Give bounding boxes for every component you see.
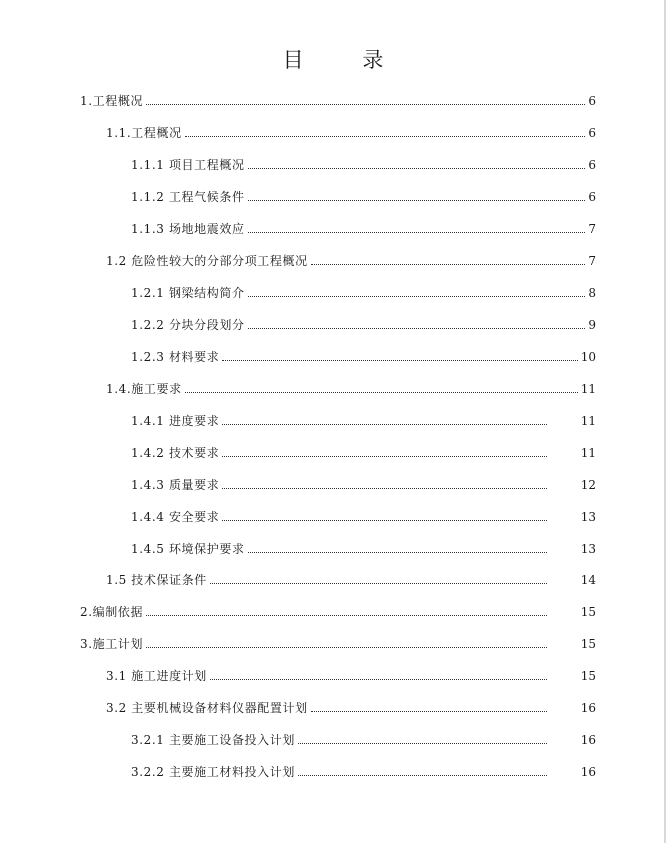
toc-page-number: 13 [580,542,596,556]
toc-entry[interactable] [106,667,596,683]
toc-dot-leader [311,264,586,265]
toc-entry[interactable] [80,92,596,108]
toc-dot-leader [146,647,547,648]
toc-entry-label: 1.4.2 技术要求 [131,446,220,460]
toc-page-number: 11 [580,414,596,428]
toc-entry[interactable] [80,635,596,651]
toc-page-number: 16 [580,701,596,715]
toc-page-number: 8 [588,286,596,300]
toc-dot-leader [222,424,547,425]
toc-dot-leader [311,711,547,712]
toc-dot-leader [210,583,547,584]
toc-entry[interactable] [106,571,596,587]
toc-entry-label: 1.工程概况 [80,94,144,108]
toc-dot-leader [146,104,585,105]
toc-entry-label: 1.5 技术保证条件 [106,573,207,587]
toc-dot-leader [248,168,586,169]
toc-page-number: 12 [580,478,596,492]
toc-entry[interactable] [106,124,596,140]
toc-page-number: 15 [580,605,596,619]
toc-dot-leader [248,200,586,201]
toc-dot-leader [222,456,547,457]
toc-entry-label: 1.1.2 工程气候条件 [131,190,245,204]
toc-page-number: 15 [580,637,596,651]
toc-page-number: 7 [588,222,596,236]
toc-entry[interactable] [131,348,596,364]
toc-page-number: 11 [580,446,596,460]
toc-entry-label: 1.4.施工要求 [106,382,182,396]
toc-entry-label: 1.2.3 材料要求 [131,350,220,364]
toc-entry-label: 1.4.5 环境保护要求 [131,542,245,556]
toc-entry-label: 2.编制依据 [80,605,144,619]
toc-dot-leader [298,743,547,744]
toc-title: 目 录 [282,48,410,72]
toc-entry-label: 1.2 危险性较大的分部分项工程概况 [106,254,308,268]
toc-entry[interactable] [131,508,596,524]
toc-dot-leader [248,328,586,329]
toc-entry[interactable] [106,252,596,268]
toc-entry-label: 3.1 施工进度计划 [106,669,207,683]
toc-dot-leader [222,360,577,361]
toc-dot-leader [222,520,547,521]
toc-dot-leader [248,296,586,297]
toc-entry-label: 3.2.2 主要施工材料投入计划 [131,765,295,779]
toc-page-number: 10 [580,350,596,364]
toc-page-number: 11 [580,382,596,396]
toc-entry[interactable] [131,763,596,779]
toc-entry-label: 1.2.1 钢梁结构简介 [131,286,245,300]
toc-page-number: 9 [588,318,596,332]
toc-entry[interactable] [131,412,596,428]
toc-page-number: 16 [580,765,596,779]
toc-entry-label: 1.2.2 分块分段划分 [131,318,245,332]
toc-dot-leader [222,488,547,489]
toc-entry[interactable] [131,284,596,300]
toc-entry[interactable] [131,540,596,556]
toc-page-number: 13 [580,510,596,524]
toc-entry-label: 1.1.1 项目工程概况 [131,158,245,172]
toc-entry[interactable] [131,731,596,747]
toc-page-number: 6 [588,158,596,172]
toc-page-number: 6 [588,126,596,140]
toc-dot-leader [185,136,586,137]
toc-dot-leader [185,392,578,393]
toc-entry-label: 1.4.3 质量要求 [131,478,220,492]
toc-entry[interactable] [106,699,596,715]
toc-entry[interactable] [131,476,596,492]
toc-page-number: 6 [588,190,596,204]
toc-entry-label: 3.2.1 主要施工设备投入计划 [131,733,295,747]
toc-entry-label: 1.4.1 进度要求 [131,414,220,428]
toc-page-number: 7 [588,254,596,268]
toc-entry-label: 1.4.4 安全要求 [131,510,220,524]
toc-page-number: 14 [580,573,596,587]
toc-dot-leader [298,775,547,776]
toc-entry[interactable] [131,444,596,460]
toc-entry[interactable] [80,603,596,619]
toc-entry-label: 3.2 主要机械设备材料仪器配置计划 [106,701,308,715]
toc-dot-leader [146,615,547,616]
toc-dot-leader [210,679,547,680]
toc-entry[interactable] [106,380,596,396]
toc-entry[interactable] [131,156,596,172]
toc-page-number: 6 [588,94,596,108]
toc-entry-label: 1.1.3 场地地震效应 [131,222,245,236]
toc-dot-leader [248,552,547,553]
toc-entry-label: 1.1.工程概况 [106,126,182,140]
toc-dot-leader [248,232,586,233]
toc-entry[interactable] [131,220,596,236]
toc-entry[interactable] [131,316,596,332]
toc-page-number: 15 [580,669,596,683]
toc-page-number: 16 [580,733,596,747]
toc-entry-label: 3.施工计划 [80,637,144,651]
toc-entry[interactable] [131,188,596,204]
